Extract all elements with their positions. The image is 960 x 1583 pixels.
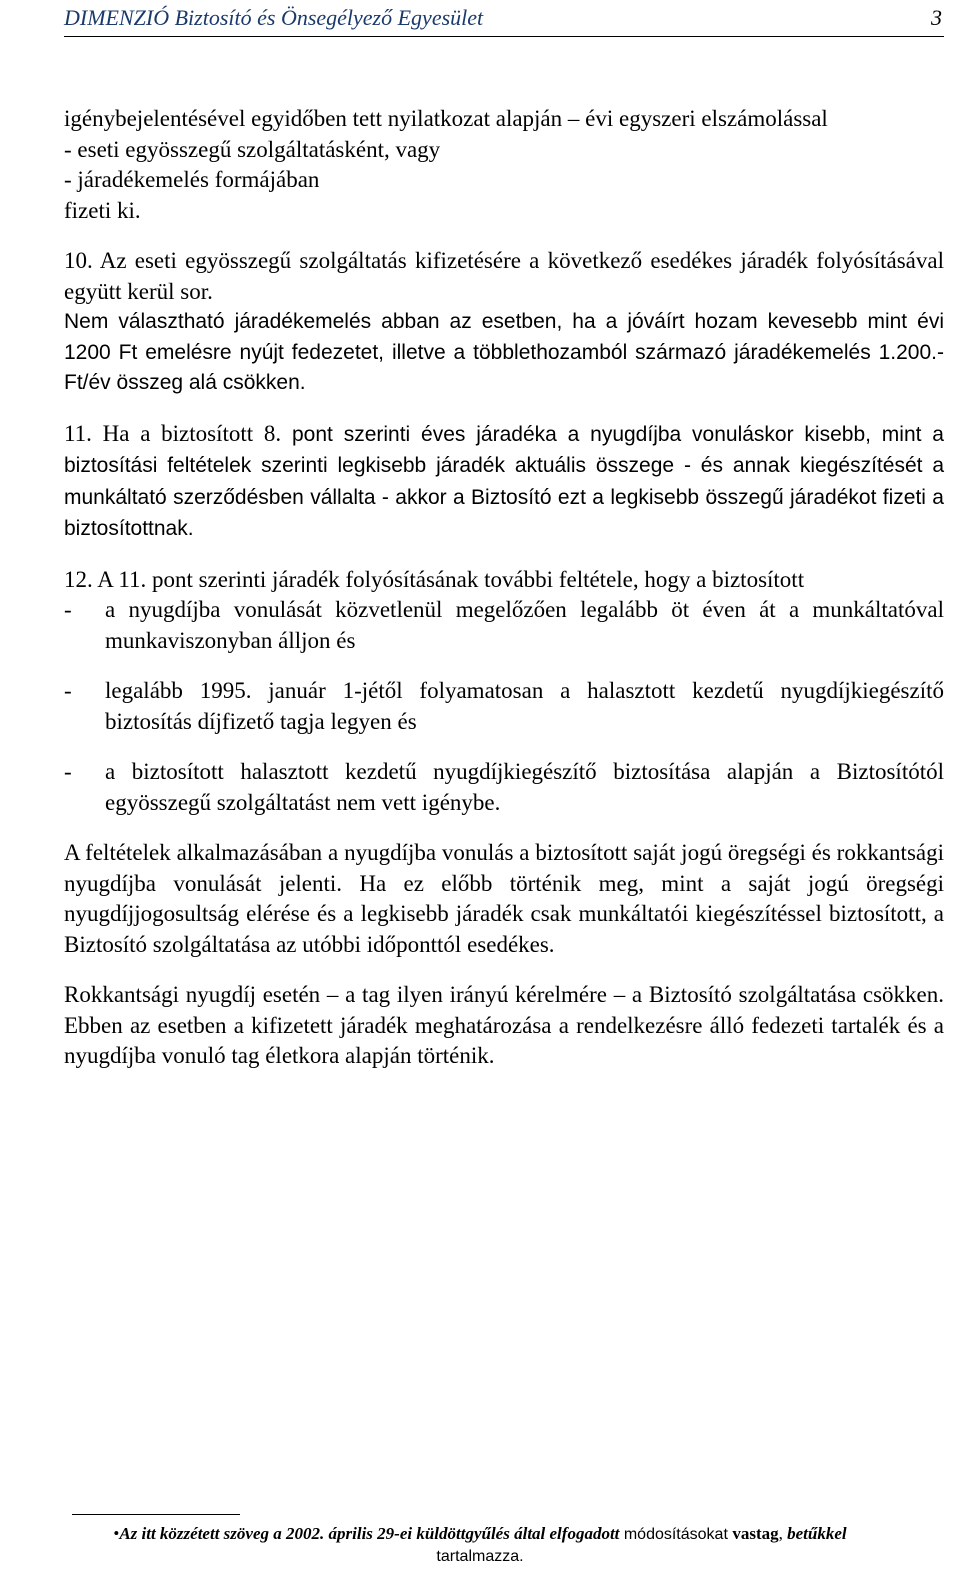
section-10-note: Nem választható járadékemelés abban az esetben, ha a jóváírt hozam kevesebb mint évi 1200 Ft emelésre nyújt fedezetet, illetve a többlethozamból származó járadékemelés 1.200.- Ft/év összeg alá csökken. <box>64 310 944 394</box>
footnote-bold-italic: betűkkel <box>787 1524 847 1543</box>
footnote-text: módosításokat <box>619 1526 733 1543</box>
list-dash: - <box>64 597 72 622</box>
footnote-rule <box>72 1514 240 1515</box>
list-dash: - <box>64 678 72 703</box>
condition-text: a nyugdíjba vonulását közvetlenül megelőzően legalább öt éven át a munkáltatóval munkaviszonyban álljon és <box>105 597 944 653</box>
bullet-icon: • <box>113 1524 120 1543</box>
condition-item <box>64 676 944 737</box>
intro-item-2: - járadékemelés formájában <box>64 167 320 192</box>
condition-item <box>64 757 944 818</box>
header-title: DIMENZIÓ Biztosító és Önsegélyező Egyesület <box>64 5 484 30</box>
footnote-comma: , <box>778 1524 788 1543</box>
condition-item <box>64 595 944 656</box>
section-11-lead: 11. Ha a biztosított 8. <box>64 420 282 446</box>
running-header <box>64 4 944 37</box>
intro-line: igénybejelentésével egyidőben tett nyilatkozat alapján – évi egyszeri elszámolással <box>64 106 828 131</box>
condition-text: a biztosított halasztott kezdetű nyugdíjkiegészítő biztosítása alapján a Biztosítótól egyösszegű szolgáltatást nem vett igénybe. <box>105 759 944 815</box>
section-11 <box>64 419 944 545</box>
condition-text: legalább 1995. január 1-jétől folyamatosan a halasztott kezdetű nyugdíjkiegészítő biztosítás díjfizető tagja legyen és <box>105 678 944 734</box>
footnote-line-2: tartalmazza. <box>436 1548 524 1565</box>
section-10: 10. Az eseti egyösszegű szolgáltatás kifizetésére a következő esedékes járadék folyósításával együtt kerül sor. <box>64 248 944 304</box>
intro-item-1: - eseti egyösszegű szolgáltatásként, vagy <box>64 136 441 162</box>
document-body <box>64 104 944 1072</box>
section-12: 12. A 11. pont szerinti járadék folyósításának további feltétele, hogy a biztosított <box>64 566 805 592</box>
disability-paragraph: Rokkantsági nyugdíj esetén – a tag ilyen irányú kérelmére – a Biztosító szolgáltatása csökken. Ebben az esetben a kifizetett járadék meghatározása a rendelkezésre álló fedezeti tartalék és a nyugdíjba vonuló tag életkora alapján történik. <box>64 982 944 1068</box>
footnote-bold: vastag <box>732 1524 779 1543</box>
footnote-italic: Az itt közzétett szöveg a 2002. április 29-ei küldöttgyűlés által elfogadott <box>119 1524 620 1543</box>
intro-close: fizeti ki. <box>64 197 141 223</box>
conditions-paragraph: A feltételek alkalmazásában a nyugdíjba vonulás a biztosított saját jogú öregségi és rokkantsági nyugdíjba vonulását jelenti. Ha ez előbb történik meg, mint a saját jogú öregségi nyugdíjjogosultság elérése és a legkisebb járadék csak munkáltatói kiegészítéssel biztosított, a Biztosító szolgáltatása az utóbbi időponttól esedékes. <box>64 840 944 957</box>
footnote <box>0 1523 960 1568</box>
list-dash: - <box>64 759 72 784</box>
footnote-line <box>0 1523 960 1546</box>
section-11-body: pont szerinti éves járadéka a nyugdíjba vonuláskor kisebb, mint a biztosítási feltételek szerinti legkisebb járadék aktuális összege - és annak kiegészítését a munkáltató szerződésben vállalta - akkor a Biztosító ezt a legkisebb összegű járadékot fizeti a biztosítottnak. <box>64 422 944 540</box>
page-number: 3 <box>931 5 942 30</box>
